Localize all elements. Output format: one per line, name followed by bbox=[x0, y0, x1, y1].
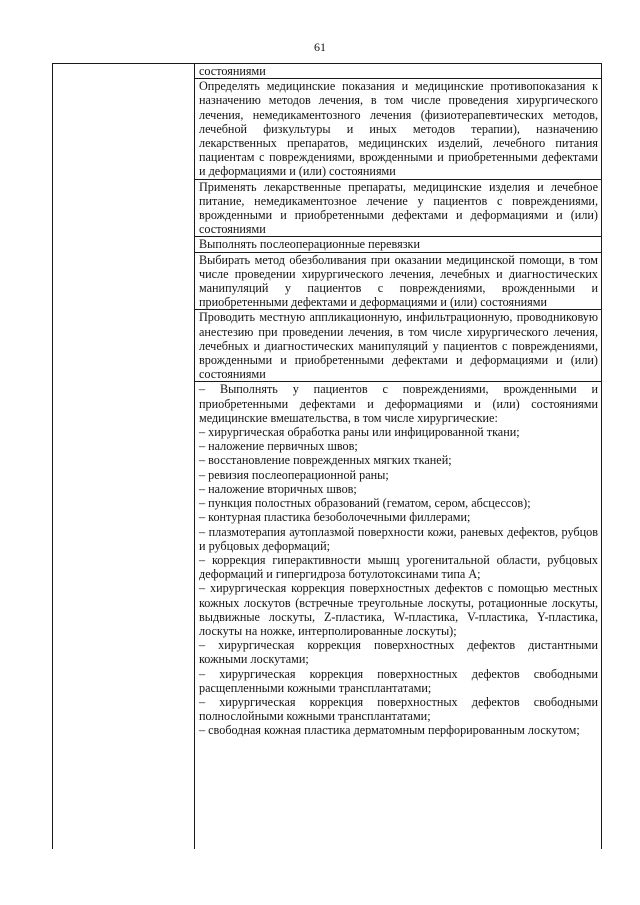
list-item: – хирургическая коррекция поверхностных дефектов дистантными кожными лоскутами; bbox=[199, 638, 598, 667]
list-item: – Выполнять у пациентов с повреждениями, врожденными и приобретенными дефектами и деформациями и (или) состояниями медицинские вмешательства, в том числе хирургические: bbox=[199, 382, 598, 425]
list-item: – наложение вторичных швов; bbox=[199, 481, 357, 496]
cell-text: Выполнять послеоперационные перевязки bbox=[199, 237, 420, 252]
list-item: – восстановление поврежденных мягких тканей; bbox=[199, 453, 452, 468]
table-right-column bbox=[195, 64, 601, 849]
page-number: 61 bbox=[314, 40, 326, 54]
table-left-column bbox=[53, 64, 195, 849]
table-cell-interventions bbox=[195, 382, 601, 737]
table-cell-continuation bbox=[195, 64, 601, 79]
list-item: – контурная пластика безоболочечными филлерами; bbox=[199, 510, 471, 525]
cell-text: Выбирать метод обезболивания при оказании медицинской помощи, в том числе проведении хирургического лечения, лечебных и диагностических манипуляций у пациентов с повреждениями, врожденными и приобретенными дефектами и деформациями и (или) состояниями bbox=[199, 252, 598, 310]
list-item: – пункция полостных образований (гематом, сером, абсцессов); bbox=[199, 496, 531, 511]
list-item: – хирургическая коррекция поверхностных дефектов свободными полнослойными кожными трансплантатами; bbox=[199, 694, 598, 724]
list-item: – наложение первичных швов; bbox=[199, 439, 358, 454]
competency-table bbox=[52, 63, 602, 849]
list-item: – хирургическая коррекция поверхностных дефектов с помощью местных кожных лоскутов (встречные треугольные лоскуты, ротационные лоскуты, выдвижные лоскуты, Z-пластика, W-пластика, V-пластика, Y-пластика, лоскуты на ножке, интерполированные лоскуты); bbox=[199, 581, 598, 638]
table-cell-apply-drugs bbox=[195, 180, 601, 238]
list-item: – свободная кожная пластика дерматомным перфорированным лоскутом; bbox=[199, 723, 580, 738]
list-item: – плазмотерапия аутоплазмой поверхности кожи, раневых дефектов, рубцов и рубцовых деформаций; bbox=[199, 524, 598, 553]
list-item: – ревизия послеоперационной раны; bbox=[199, 467, 389, 482]
table-cell-indications bbox=[195, 79, 601, 179]
table-cell-dressings bbox=[195, 237, 601, 252]
list-item: – хирургическая коррекция поверхностных дефектов свободными расщепленными кожными трансплантатами; bbox=[199, 666, 598, 695]
table-cell-anesthesia-method bbox=[195, 253, 601, 311]
list-item: – хирургическая обработка раны или инфицированной ткани; bbox=[199, 425, 520, 440]
cell-text: состояниями bbox=[199, 64, 266, 78]
cell-text: Определять медицинские показания и медицинские противопоказания к назначению методов лечения, в том числе проведения хирургического лечения, немедикаментозного лечения (физиотерапевтических методов, лечебной физкультуры и иных методов терапии), назначению лекарственных препаратов, медицинских изделий, лечебного питания пациентам с повреждениями, врожденными и приобретенными дефектами и деформациями и (или) состояниями bbox=[199, 79, 598, 179]
table-cell-local-anesthesia bbox=[195, 310, 601, 382]
list-item: – коррекция гиперактивности мышц урогенитальной области, рубцовых деформаций и гипергидроза ботулотоксинами типа А; bbox=[199, 552, 598, 582]
cell-text: Проводить местную аппликационную, инфильтрационную, проводниковую анестезию при проведении лечения, в том числе хирургического лечения, лечебных и диагностических манипуляций у пациентов с повреждениями, врожденными и приобретенными дефектами и деформациями и (или) состояниями bbox=[199, 310, 598, 382]
cell-text: Применять лекарственные препараты, медицинские изделия и лечебное питание, немедикаментозное лечение у пациентов с повреждениями, врожденными и приобретенными дефектами и деформациями и (или) состояниями bbox=[199, 179, 598, 237]
